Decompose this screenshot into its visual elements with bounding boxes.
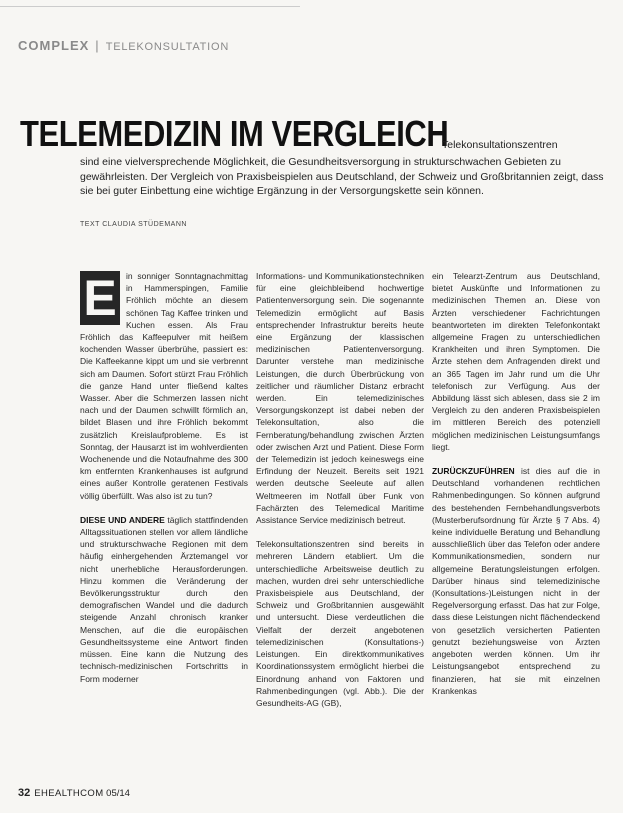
paragraph-text: täglich stattfindenden Alltagssituationen stellen vor allem ländliche und strukturschwache Regionen mit dem häufig einhergehenden Ärztemangel vor nicht unerhebliche Herausforderungen. Hinzu kommen die Veränderung der Bevölkerungsstruktur durch den demografischen Wandel und die dadurch steigende Anzahl chronisch kranker Menschen, auf die die europäischen Gesundheitssysteme eine Antwort finden müssen. Eine kann die Nutzung des technisch-medizinischen Fortschritts in Form moderner — [80, 514, 248, 684]
article-paragraph: Telekonsultationszentren sind bereits in mehreren Ländern etabliert. Um die unterschiedliche Arbeitsweise deutlich zu machen, wurden drei sehr unterschiedliche Praxisbeispiele aus Deutschland, der Schweiz und Großbritannien ausgewählt und untersucht. Diese verdeutlichen die Vielfalt der derzeit angebotenen telemedizinischen (Konsultations-) Leistungen. Ein direktkommunikatives Koordinationssystem ermöglicht hierbei die Einordnung anhand von Faktoren und Rahmenbedingungen (vgl. Abb.). Die der Gesundheits-AG (GB), — [256, 539, 424, 708]
article-column-2 — [256, 270, 424, 709]
issue-number: 05/14 — [106, 788, 130, 799]
magazine-name: EHEALTHCOM — [34, 788, 104, 799]
run-in-heading: ZURÜCKZUFÜHREN — [432, 466, 515, 477]
section-kicker — [18, 38, 229, 53]
article-headline: TELEMEDIZIN IM VERGLEICH — [20, 113, 449, 154]
run-in-heading: DIESE UND ANDERE — [80, 514, 165, 525]
article-column-1 — [80, 270, 248, 685]
article-paragraph — [432, 465, 600, 697]
byline: TEXT CLAUDIA STÜDEMANN — [80, 221, 187, 228]
article-paragraph — [80, 270, 248, 502]
article-paragraph: Informations- und Kommunikationstechniken für eine gleichbleibend hochwertige Patientenversorgung sein. Die sogenannte Telemedizin ermöglicht auf Basis entsprechender Infrastruktur bereits heute eine Ergänzung der klassischen medizinischen Patientenversorgung. Darunter verstehe man medizinische Leistungen, die durch Überbrückung von zeitlicher und räumlicher Distanz erbracht werden. Ein telemedizinisches Versorgungskonzept ist dabei neben der Telekonsultation, also die Fernberatung/behandlung zwischen Ärzten oder zwischen Arzt und Patient. Diese Form der Telemedizin ist jedoch keineswegs eine Erfindung der Neuzeit. Bereits seit 1921 werden deutsche Seeleute auf allen Weltmeeren im Notfall über Funk von Fachärzten des Telemedical Maritime Assistance Service medizinisch betreut. — [256, 271, 424, 526]
article-paragraph: ein Telearzt-Zentrum aus Deutschland, bietet Auskünfte und Informationen zu medizinischen Themen an. Diese von Ärzten verschiedener Fachrichtungen beantworteten im direkten Telefonkontakt allgemeine Fragen zu unterschiedlichen Krankheiten und ihren Symptomen. Die Ärzte stehen dem Anfragenden direkt und an 365 Tagen im Jahr rund um die Uhr telefonisch zur Verfügung. Aus der Abbildung lässt sich ablesen, dass sie 2 im Vergleich zu den anderen Praxisbeispielen im mittleren Bereich des potenziell möglichen medizinischen Leistungsumfangs liegt. — [432, 271, 600, 452]
article-paragraph — [80, 514, 248, 685]
paragraph-text: in sonniger Sonntagnachmittag in Hammerspingen, Familie Fröhlich möchte an diesem schönen Tag Kaffee trinken und Kuchen essen. Als Frau Fröhlich das Kaffeepulver mit heißem kochenden Wasser überbrühe, passiert es: Die Kaffeekanne kippt um und sie verbrennt sich am Daumen. Sofort stürzt Frau Fröhlich die ganze Hand unter fließend kaltes Wasser. Aber die Schmerzen lassen nicht nach und der Daumen schwillt förmlich an, bildet Blasen und ihre Fröhlich bekommt zusätzlich Kreislaufprobleme. Es ist Sonntag, der Hausarzt ist im wohlverdienten Wochenende und die Notaufnahme des 300 km entfernten Krankenhauses ist aufgrund eines außer Kontrolle geratenen Festivals völlig überfüllt. Was also ist zu tun? — [80, 271, 248, 501]
section-topic: TELEKONSULTATION — [105, 41, 230, 53]
article-column-3 — [432, 270, 600, 697]
top-rule — [0, 6, 300, 7]
kicker-separator: | — [95, 38, 100, 53]
lead-text: sind eine vielversprechende Möglichkeit, die Gesundheitsversorgung in strukturschwachen Gebieten zu gewährleisten. Der Vergleich von Praxisbeispielen aus Deutschland, der Schweiz und Großbritannien zeigt, dass sie bei guter Einbettung eine wichtige Ergänzung in der Versorgungskette sein können. — [80, 156, 604, 197]
paragraph-text: ist dies auf die in Deutschland vorhandenen rechtlichen Rahmenbedingungen. So können aufgrund des bestehenden Fernbehandlungsverbots (Musterberufsordnung für Ärzte § 7 Abs. 4) keine individuelle Beratung und Behandlung ausschließlich über das Telefon oder andere Kommunikationsmedien, sondern nur allgemeine Beratungsleistungen erfolgen. Darüber hinaus sind telemedizinische (Konsultations-)Leistungen nicht in der Regelversorgung erfasst. Das hat zur Folge, dass diese Leistungen nicht flächendeckend von gesetzlich versicherten Patienten genutzt beziehungsweise von Ärzten angeboten werden können. Um ihr Leistungsangebot entsprechend zu finanzieren, hat sie mit einzelnen Krankenkas — [432, 466, 600, 696]
lead-first-line: Telekonsultationszentren — [442, 139, 558, 151]
page-folio — [18, 787, 130, 799]
page-number: 32 — [18, 787, 31, 799]
drop-cap: E — [80, 271, 120, 325]
section-name: COMPLEX — [18, 38, 90, 53]
